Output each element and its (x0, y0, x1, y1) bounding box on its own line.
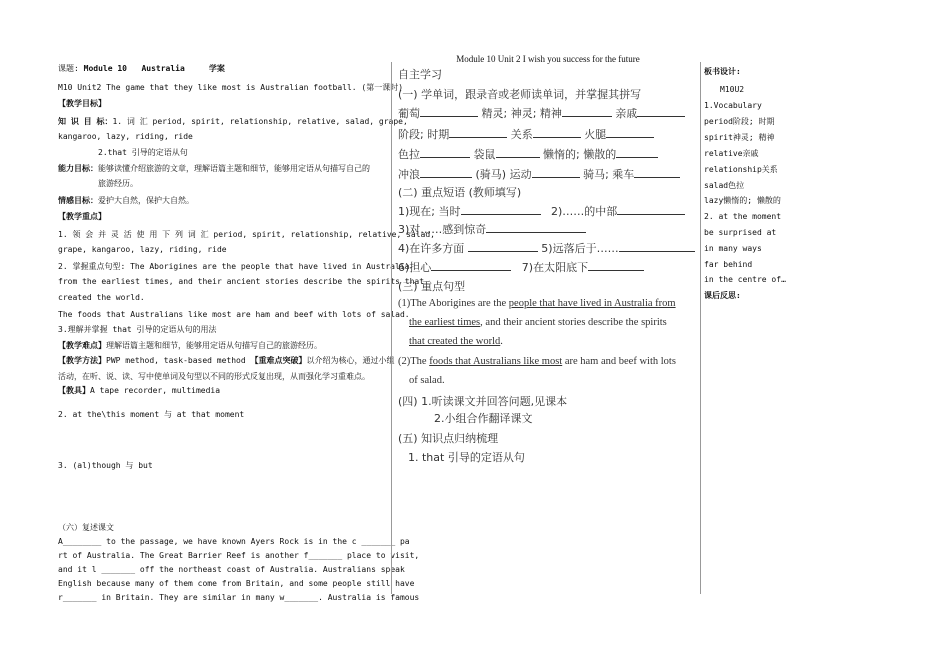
section-sentences-heading: (三) 重点句型 (398, 280, 466, 293)
word-row: 冲浪 (骑马) 运动 骑马; 乘车 (398, 166, 698, 182)
answer-blank[interactable] (420, 105, 478, 117)
retell-line: r_______ in Britain. They are similar in many w_______. Australia is famous (58, 593, 420, 602)
board-line: relationship关系 (704, 165, 778, 174)
answer-blank[interactable] (634, 166, 680, 178)
sentence-1: (1)The Aborigines are the people that have lived in Australia from (398, 298, 676, 309)
retell-line: and it l _______ off the northeast coast of Australia. Australians speak (58, 565, 405, 574)
column-divider (391, 62, 392, 594)
key-point-3: 3.理解并掌握 that 引导的定语从句的用法 (58, 325, 217, 334)
answer-blank[interactable] (420, 146, 470, 158)
difficult-point: 【教学难点】理解语篇主题和细节，能够用定语从句描写自己的旅游经历。 (58, 341, 322, 350)
key-point-1-cont: grape, kangaroo, lazy, riding, ride (58, 245, 227, 254)
board-line: in many ways (704, 244, 762, 253)
section-words-heading: (一) 学单词，跟录音或老师读单词，并掌握其拼写 (398, 88, 642, 101)
board-line: in the centre of… (704, 275, 786, 284)
board-line: 1.Vocabulary (704, 101, 762, 110)
key-heading: 【教学重点】 (58, 212, 106, 221)
goals-heading: 【教学目标】 (58, 99, 106, 108)
sentence-2: (2)The foods that Australians like most are ham and beef with lots (398, 356, 676, 367)
knowledge-goal-cont: kangaroo, lazy, riding, ride (58, 132, 193, 141)
board-design-heading: 板书设计: (704, 67, 741, 76)
answer-blank[interactable] (431, 259, 511, 271)
word-row: 阶段; 时期 关系 火腿 (398, 126, 698, 142)
board-line: be surprised at (704, 228, 777, 237)
board-line: salad色拉 (704, 181, 745, 190)
answer-blank[interactable] (606, 126, 654, 138)
answer-blank[interactable] (637, 105, 685, 117)
answer-blank[interactable] (420, 166, 472, 178)
retell-heading: （六）复述课文 (58, 523, 114, 532)
unit-line: M10 Unit2 The game that they like most is Australian football. (第一课时) (58, 83, 404, 92)
answer-blank[interactable] (496, 146, 540, 158)
section-listening-heading: (四) 1.听读课文并回答问题,见课本 (398, 395, 568, 408)
board-line: lazy懒惰的; 懒散的 (704, 196, 781, 205)
method: 【教学方法】PWP method, task-based method 【重难点突破】以介绍为核心，通过小组 (58, 356, 395, 365)
phrase-row: 1)现在; 当时 2)……的中部 (398, 203, 698, 219)
answer-blank[interactable] (449, 126, 507, 138)
key-point-2-cont: from the earliest times, and their ancient stories describe the spirits that (58, 277, 425, 286)
answer-blank[interactable] (533, 126, 581, 138)
lesson-title: 课题: Module 10 Australia 学案 (58, 64, 225, 73)
sentence-2-cont: of salad. (409, 375, 445, 386)
answer-blank[interactable] (588, 259, 644, 271)
key-point-1: 1. 领 会 并 灵 活 使 用 下 列 词 汇 period, spirit, relationship, relative, salad, (58, 230, 435, 239)
reflection-heading: 课后反思: (704, 291, 741, 300)
ability-goal-cont: 旅游经历。 (98, 179, 138, 188)
answer-blank[interactable] (562, 105, 612, 117)
board-line: 2. at the moment (704, 212, 782, 221)
word-row: 葡萄 精灵; 神灵; 精神 亲戚 (398, 105, 698, 121)
tools: 【教具】A tape recorder, multimedia (58, 386, 221, 395)
phrase-row: 4)在许多方面 5)远落后于…… (398, 240, 698, 256)
section-listening-item: 2.小组合作翻译课文 (434, 412, 533, 425)
key-point-2: 2. 掌握重点句型: The Aborigines are the people that have lived in Australia (58, 262, 410, 271)
section-phrases-heading: (二) 重点短语 (教师填写) (398, 186, 522, 199)
answer-blank[interactable] (532, 166, 580, 178)
answer-blank[interactable] (617, 203, 685, 215)
answer-blank[interactable] (486, 221, 586, 233)
ability-goal: 能力目标：能够读懂介绍旅游的文章，理解语篇主题和细节，能够用定语从句描写自己的 (58, 164, 370, 173)
answer-blank[interactable] (468, 240, 538, 252)
section-summary-heading: (五) 知识点归纳梳理 (398, 432, 499, 445)
retell-line: rt of Australia. The Great Barrier Reef is another f_______ place to visit, (58, 551, 420, 560)
sentence-1-cont: the earliest times, and their ancient stories describe the spirits (409, 317, 667, 328)
answer-blank[interactable] (619, 240, 695, 252)
sentence-1-cont2: that created the world. (409, 336, 503, 347)
column-divider (700, 62, 701, 594)
method-cont: 活动，在听、说、读、写中使单词及句型以不同的形式反复出现，从而强化学习重难点。 (58, 372, 370, 381)
section-summary-item: 1. that 引导的定语从句 (408, 451, 525, 464)
knowledge-goal: 知 识 目 标：1. 词 汇 period, spirit, relationship, relative, salad, grape, (58, 117, 408, 126)
board-line: M10U2 (720, 85, 745, 94)
page-header: Module 10 Unit 2 I wish you success for the future (456, 54, 640, 64)
board-line: period阶段; 时期 (704, 117, 775, 126)
board-line: spirit神灵; 精神 (704, 133, 775, 142)
phrase-row: 6)担心 7)在太阳底下 (398, 259, 698, 275)
note-2: 2. at the\this moment 与 at that moment (58, 410, 245, 419)
word-row: 色拉 袋鼠 懒惰的; 懒散的 (398, 146, 698, 162)
retell-line: A________ to the passage, we have known Ayers Rock is in the c _______ pa (58, 537, 410, 546)
key-point-2-sentence: The foods that Australians like most are ham and beef with lots of salad. (58, 310, 410, 319)
board-line: far behind (704, 260, 753, 269)
answer-blank[interactable] (461, 203, 541, 215)
note-3: 3. (al)though 与 but (58, 461, 153, 470)
self-study-heading: 自主学习 (398, 68, 442, 81)
emotion-goal: 情感目标：爱护大自然，保护大自然。 (58, 196, 194, 205)
answer-blank[interactable] (616, 146, 658, 158)
phrase-row: 3)对……感到惊奇 (398, 221, 698, 237)
knowledge-goal-2: 2.that 引导的定语从句 (98, 148, 188, 157)
retell-line: English because many of them come from Britain, and some people still have (58, 579, 415, 588)
key-point-2-cont2: created the world. (58, 293, 145, 302)
board-line: relative亲戚 (704, 149, 759, 158)
